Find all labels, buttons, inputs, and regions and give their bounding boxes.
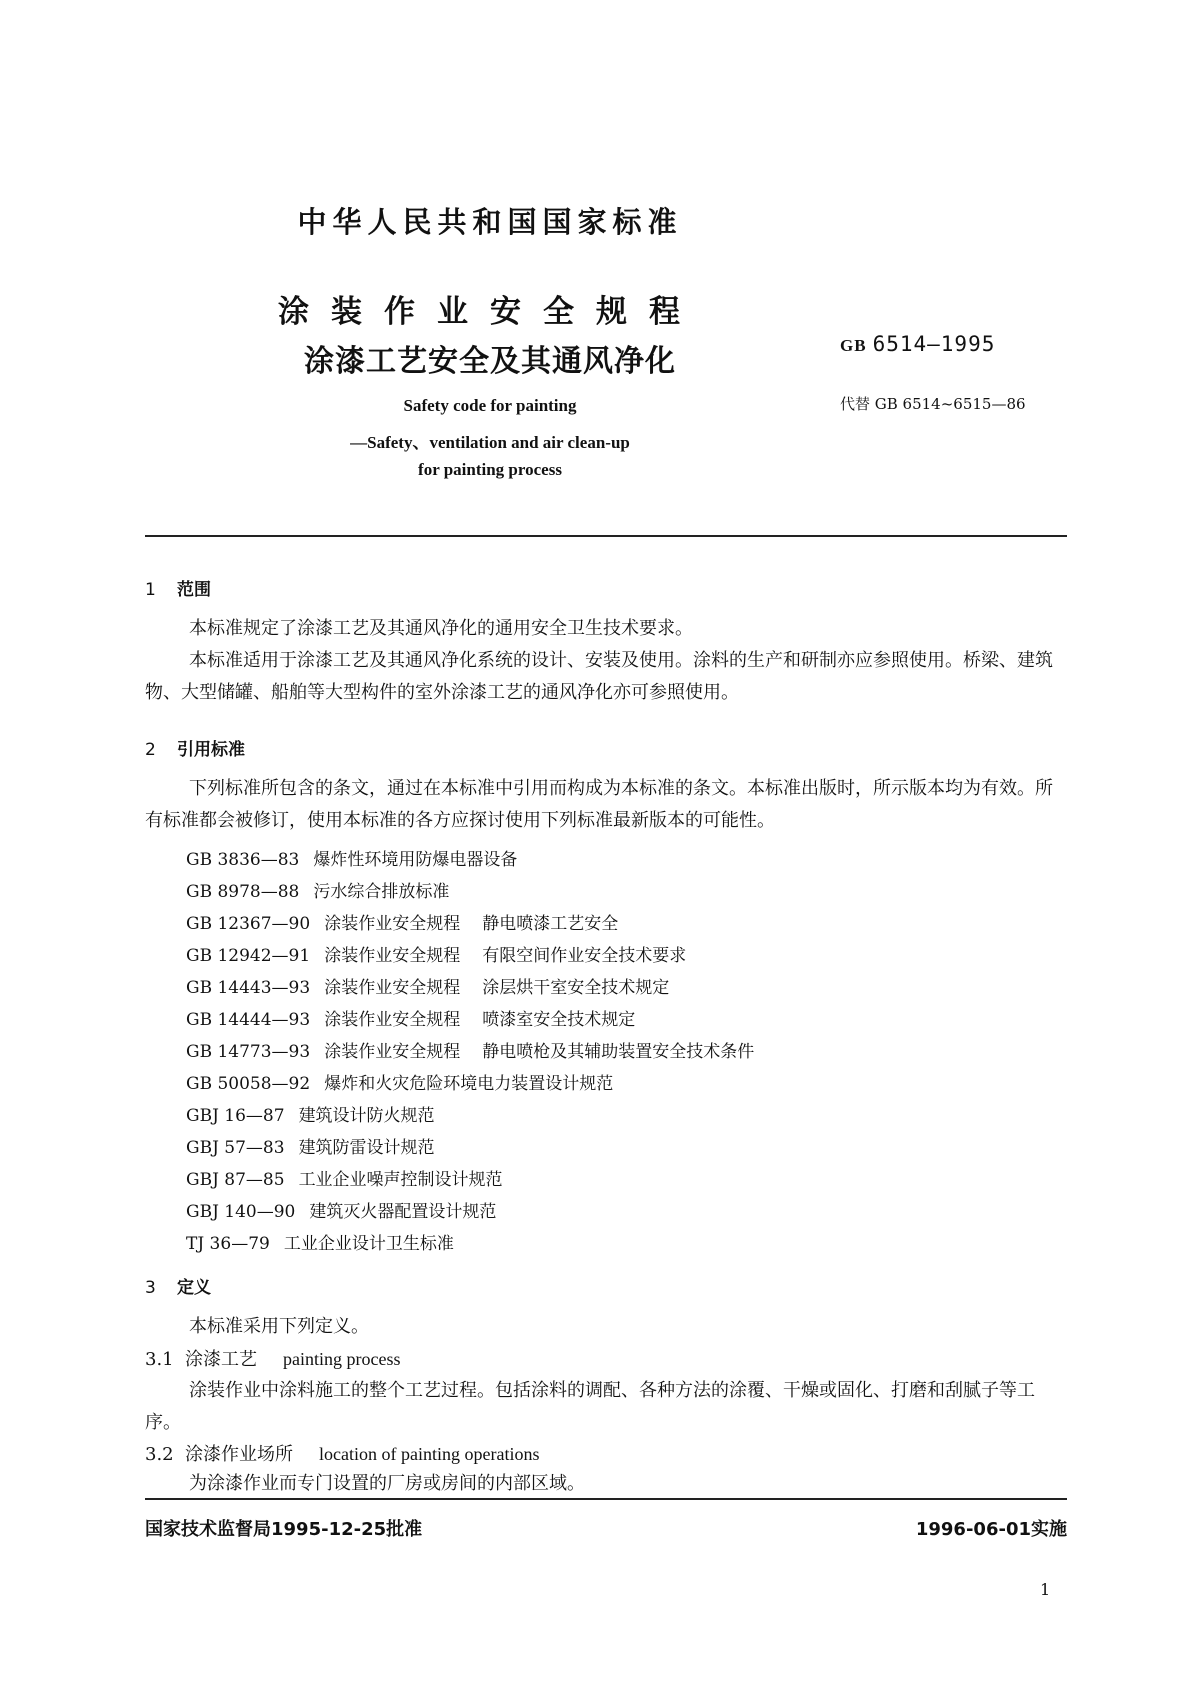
reference-code: GB 12942—91 xyxy=(186,946,311,966)
reference-item xyxy=(186,845,539,870)
definition-number: 3.2 xyxy=(145,1444,174,1465)
section-title: 引用标准 xyxy=(177,740,245,760)
effective-date: 1996-06-01实施 xyxy=(915,1519,1067,1540)
reference-code: GBJ 57—83 xyxy=(186,1138,285,1158)
reference-item xyxy=(186,1229,476,1254)
english-title-line-1: Safety code for painting xyxy=(403,396,577,415)
reference-subtitle: 静电喷枪及其辅助装置安全技术条件 xyxy=(482,1042,755,1062)
page-number: 1 xyxy=(1040,1580,1051,1599)
header-divider xyxy=(145,535,1067,537)
reference-code: GB 14444—93 xyxy=(186,1010,311,1030)
section-number: 1 xyxy=(145,580,156,600)
reference-subtitle: 喷漆室安全技术规定 xyxy=(482,1010,636,1030)
national-standard-label: 中华人民共和国国家标准 xyxy=(297,205,683,239)
approval-date: 国家技术监督局1995-12-25批准 xyxy=(145,1519,423,1540)
reference-item xyxy=(186,1165,525,1190)
reference-item xyxy=(186,1005,635,1030)
reference-item xyxy=(186,877,471,902)
reference-subtitle: 静电喷漆工艺安全 xyxy=(482,914,619,934)
reference-title: 工业企业设计卫生标准 xyxy=(283,1234,454,1254)
reference-code: GBJ 16—87 xyxy=(186,1106,285,1126)
reference-item xyxy=(186,1197,518,1222)
reference-code: GB 50058—92 xyxy=(186,1074,311,1094)
definition-term: 涂漆工艺 xyxy=(185,1349,257,1370)
reference-code: GB 8978—88 xyxy=(186,882,300,902)
english-title-line-2: —Safety、ventilation and air clean-up xyxy=(350,433,630,452)
section-3-heading xyxy=(145,1273,211,1298)
reference-item xyxy=(186,909,618,934)
reference-title: 工业企业噪声控制设计规范 xyxy=(298,1170,503,1190)
replaces-note: 代替 GB 6514~6515—86 xyxy=(840,395,1026,413)
reference-code: GBJ 140—90 xyxy=(186,1202,296,1222)
definition-term: 涂漆作业场所 xyxy=(185,1444,293,1465)
reference-title: 建筑设计防火规范 xyxy=(298,1106,435,1126)
section-1-heading xyxy=(145,575,211,600)
reference-title: 爆炸和火灾危险环境电力装置设计规范 xyxy=(324,1074,614,1094)
section-2-heading xyxy=(145,735,245,760)
reference-title: 建筑防雷设计规范 xyxy=(298,1138,435,1158)
reference-subtitle: 有限空间作业安全技术要求 xyxy=(482,946,687,966)
reference-item xyxy=(186,973,669,998)
reference-item xyxy=(186,1069,635,1094)
paragraph: 本标准规定了涂漆工艺及其通风净化的通用安全卫生技术要求。 xyxy=(189,618,693,639)
standard-number xyxy=(840,332,995,356)
reference-title: 建筑灭火器配置设计规范 xyxy=(309,1202,497,1222)
reference-title: 涂装作业安全规程 xyxy=(324,914,461,934)
gb-prefix: GB xyxy=(840,336,867,355)
definition-heading xyxy=(145,1440,539,1466)
paragraph: 本标准适用于涂漆工艺及其通风净化系统的设计、安装及使用。涂料的生产和研制亦应参照使用。桥梁、建筑物、大型储罐、船舶等大型构件的室外涂漆工艺的通风净化亦可参照使用。 xyxy=(145,650,1053,703)
definition-text: 为涂漆作业而专门设置的厂房或房间的内部区域。 xyxy=(189,1473,585,1494)
reference-title: 涂装作业安全规程 xyxy=(324,1010,461,1030)
reference-item xyxy=(186,1133,457,1158)
reference-code: TJ 36—79 xyxy=(186,1234,270,1254)
reference-code: GB 14443—93 xyxy=(186,978,311,998)
reference-title: 爆炸性环境用防爆电器设备 xyxy=(313,850,518,870)
reference-code: GBJ 87—85 xyxy=(186,1170,285,1190)
english-title-line-3: for painting process xyxy=(418,460,562,479)
section-title: 范围 xyxy=(177,580,211,600)
reference-item xyxy=(186,941,686,966)
section-title: 定义 xyxy=(177,1278,211,1298)
reference-item xyxy=(186,1037,754,1062)
section-number: 2 xyxy=(145,740,156,760)
footer-divider xyxy=(145,1498,1067,1500)
reference-title: 涂装作业安全规程 xyxy=(324,946,461,966)
reference-subtitle: 涂层烘干室安全技术规定 xyxy=(482,978,670,998)
reference-item xyxy=(186,1101,457,1126)
definition-term-en: painting process xyxy=(283,1349,401,1369)
document-title: 涂装作业安全规程 xyxy=(278,294,702,330)
definition-text: 涂装作业中涂料施工的整个工艺过程。包括涂料的调配、各种方法的涂覆、干燥或固化、打磨和刮腻子等工序。 xyxy=(145,1380,1035,1433)
paragraph: 本标准采用下列定义。 xyxy=(189,1316,369,1337)
definition-number: 3.1 xyxy=(145,1349,174,1370)
reference-title: 涂装作业安全规程 xyxy=(324,1042,461,1062)
definition-heading xyxy=(145,1345,400,1371)
gb-number: 6514—1995 xyxy=(872,332,996,356)
reference-code: GB 14773—93 xyxy=(186,1042,311,1062)
section-number: 3 xyxy=(145,1278,156,1298)
reference-code: GB 12367—90 xyxy=(186,914,311,934)
document-subtitle: 涂漆工艺安全及其通风净化 xyxy=(304,344,676,379)
reference-code: GB 3836—83 xyxy=(186,850,300,870)
paragraph: 下列标准所包含的条文，通过在本标准中引用而构成为本标准的条文。本标准出版时，所示版本均为有效。所有标准都会被修订，使用本标准的各方应探讨使用下列标准最新版本的可能性。 xyxy=(145,778,1053,831)
definition-term-en: location of painting operations xyxy=(319,1444,540,1464)
reference-title: 污水综合排放标准 xyxy=(313,882,450,902)
reference-title: 涂装作业安全规程 xyxy=(324,978,461,998)
